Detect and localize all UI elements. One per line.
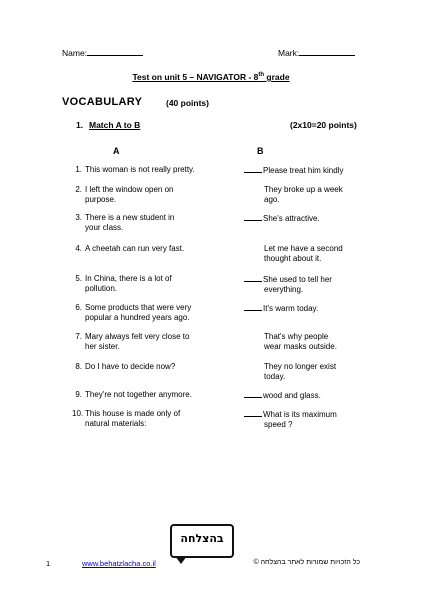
answer-blank[interactable] [244,303,262,311]
item-number: 8. [75,362,82,371]
item-a [72,165,232,175]
item-a-text: Some products that were very [85,303,192,312]
mark-blank[interactable] [299,47,355,56]
page-number: 1 [46,559,51,568]
item-b [244,332,364,352]
item-b [244,303,364,314]
item-b-text: That's why people [264,332,329,341]
item-b-continuation: everything. [264,285,304,294]
answer-blank[interactable] [244,390,262,398]
item-b-text: They no longer exist [264,362,337,371]
item-number: 6. [75,303,82,312]
page-title [0,72,422,82]
title-end: grade [264,72,290,82]
item-b-text: Let me have a second [264,244,343,253]
item-a-continuation: pollution. [85,284,118,293]
item-a-text: In China, there is a lot of [85,274,172,283]
item-b [244,213,364,224]
footer-url[interactable]: www.behatzlacha.co.il [82,559,156,568]
item-b [244,362,364,382]
item-number: 3. [75,213,82,222]
item-a-continuation: your class. [85,223,124,232]
item-a-text: This woman is not really pretty. [85,165,195,174]
item-number: 9. [75,390,82,399]
mark-label [278,47,355,58]
item-b-continuation: speed ? [264,420,293,429]
item-a-text: A cheetah can run very fast. [85,244,185,253]
name-blank[interactable] [87,47,143,56]
item-number: 5. [75,274,82,283]
behatzlacha-logo [170,524,234,558]
item-b-continuation: thought about it. [264,254,322,263]
item-b [244,409,364,430]
item-number: 2. [75,185,82,194]
mark-label-text: Mark: [278,48,300,58]
item-b-text: wood and glass. [263,391,321,400]
item-a [72,409,232,429]
item-b-continuation: ago. [264,195,280,204]
logo-text: בהצלחה [180,532,224,545]
item-a-continuation: natural materials: [85,419,147,428]
column-b-header: B [257,146,264,156]
task-number: 1. [76,120,84,130]
item-a-text: I left the window open on [85,185,174,194]
item-a [72,244,232,254]
item-a [72,185,232,205]
item-number: 10. [72,409,84,418]
item-b [244,244,364,264]
item-b-text: She used to tell her [263,275,332,284]
title-sup: th [258,72,265,79]
item-b-text: Please treat him kindly [263,166,344,175]
item-a-continuation: her sister. [85,342,120,351]
answer-blank[interactable] [244,409,262,417]
column-a-header: A [113,146,120,156]
item-a [72,213,232,233]
item-b [244,185,364,205]
item-number: 4. [75,244,82,253]
item-b-continuation: wear masks outside. [264,342,337,351]
answer-blank[interactable] [244,213,262,221]
footer-rights: כל הזכויות שמורות לאתר בהצלחה © [253,559,360,566]
item-a-text: Mary always felt very close to [85,332,190,341]
item-b [244,274,364,295]
item-a [72,390,232,400]
item-b [244,165,364,176]
item-a [72,303,232,323]
section-title: VOCABULARY [62,96,143,108]
name-label-text: Name: [62,48,88,58]
item-a-text: Do I have to decide now? [85,362,176,371]
item-b-text: It's warm today. [263,304,319,313]
logo-tail [175,556,187,564]
task-points: (2x10=20 points) [290,120,357,130]
section-points: (40 points) [166,98,209,108]
item-b-text: She's attractive. [263,214,320,223]
item-a-continuation: purpose. [85,195,117,204]
item-a-text: There is a new student in [85,213,175,222]
item-number: 7. [75,332,82,341]
item-a-text: This house is made only of [85,409,181,418]
item-b [244,390,364,401]
item-b-continuation: today. [264,372,286,381]
item-a [72,274,232,294]
item-b-text: What is its maximum [263,410,337,419]
item-a-text: They're not together anymore. [85,390,192,399]
item-number: 1. [75,165,82,174]
item-a [72,362,232,372]
item-a-continuation: popular a hundred years ago. [85,313,190,322]
task-title: Match A to B [89,120,141,130]
item-a [72,332,232,352]
answer-blank[interactable] [244,165,262,173]
name-label [62,47,143,58]
title-text: Test on unit 5 – NAVIGATOR - 8 [132,72,259,82]
item-b-text: They broke up a week [264,185,343,194]
answer-blank[interactable] [244,274,262,282]
